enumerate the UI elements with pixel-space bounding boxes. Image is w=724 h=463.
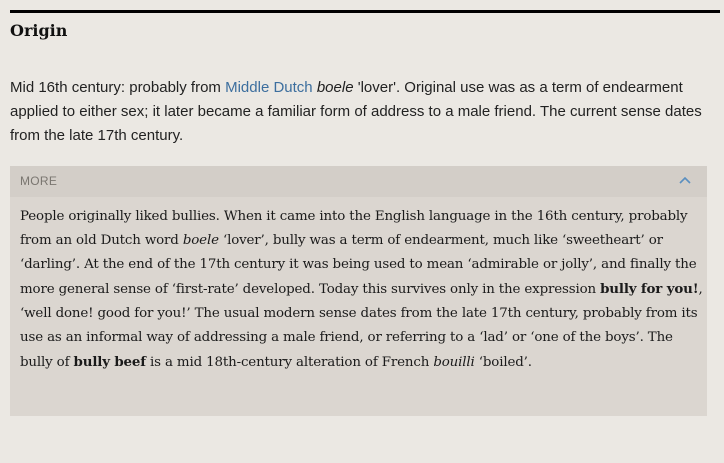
more-toggle[interactable] — [10, 166, 707, 197]
section-heading: Origin — [10, 21, 68, 40]
more-text-part: ‘boiled’. — [474, 355, 532, 370]
chevron-up-icon[interactable] — [678, 175, 692, 185]
top-divider — [10, 10, 720, 13]
middle-dutch-link[interactable]: Middle Dutch — [225, 79, 313, 96]
more-text-part: , ‘well done! good for you!’ The usual modern sense dates from the late 17th century, probably from its use as an informal way of addressing a male friend, or referring to a ‘lad’ or ‘one of the boys’. The bully of — [20, 282, 703, 370]
more-text-part: ‘lover’, bully was a term of endearment, much like ‘sweetheart’ or ‘darling’. At the end of the 17th century it was being used to mean ‘admirable or jolly’, and finally the more general sense of ‘first-rate’ developed. Today this survives only in the expression — [20, 233, 697, 297]
origin-text-part: Mid 16th century: probably from — [10, 79, 226, 96]
origin-text — [10, 76, 715, 148]
etymon-term: boele — [316, 79, 354, 96]
more-text-italic: boele — [182, 233, 219, 248]
more-label: MORE — [20, 174, 58, 188]
more-text-part: People originally liked bullies. When it came into the English language in the 16th century, probably from an old Dutch word — [20, 209, 688, 248]
more-text-bold: bully for you! — [600, 281, 699, 297]
origin-text-part: 'lover'. Original use was as a term of endearment applied to either sex; it later became a familiar form of address to a male friend. The current sense dates from the late 17th century. — [10, 79, 702, 144]
more-text-bold: bully beef — [73, 354, 146, 370]
more-panel — [10, 166, 707, 416]
more-body-text — [20, 205, 704, 375]
more-text-part: is a mid 18th-century alteration of French — [145, 355, 434, 370]
more-text-italic: bouilli — [433, 355, 475, 370]
